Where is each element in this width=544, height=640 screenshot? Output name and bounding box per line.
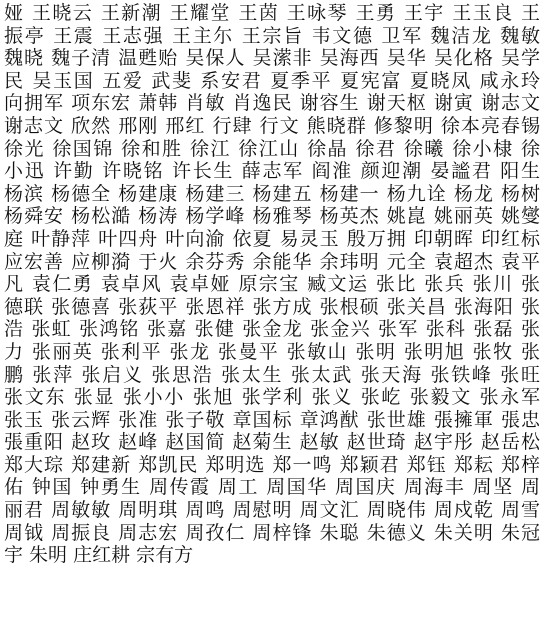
name-line: 向拥军 项东宏 萧韩 肖敏 肖逸民 谢容生 谢天枢 谢寅 谢志文 — [4, 92, 540, 115]
name-line: 力 张丽英 张利平 张龙 张曼平 张敏山 张明 张明旭 张牧 张 — [4, 340, 540, 363]
name-line: 应宏善 应柳漪 于火 余芬秀 余能华 余玮明 元全 袁超杰 袁平 — [4, 250, 540, 273]
name-line: 张文东 张显 张小小 张旭 张学利 张义 张屹 张毅文 张永军 — [4, 386, 540, 409]
name-list — [4, 2, 540, 567]
name-line: 丽君 周敏敏 周明琪 周鸣 周慰明 周文汇 周晓伟 周戍乾 周雪 — [4, 499, 540, 522]
name-line: 庭 叶静萍 叶四舟 叶向渝 依夏 易灵玉 殷万拥 印朝晖 印红标 — [4, 227, 540, 250]
name-line: 周钺 周振良 周志宏 周孜仁 周梓锋 朱聪 朱德义 朱关明 朱冠 — [4, 521, 540, 544]
name-line: 杨滨 杨德全 杨建康 杨建三 杨建五 杨建一 杨九诠 杨龙 杨树 — [4, 182, 540, 205]
name-line: 張重阳 赵玫 赵峰 赵国简 赵菊生 赵敏 赵世琦 赵宇彤 赵岳松 — [4, 431, 540, 454]
name-line: 小迅 许勤 许晓铭 许长生 薛志军 阎淮 颜迎潮 晏謐君 阳生 — [4, 160, 540, 183]
name-line: 谢志文 欣然 邢刚 邢红 行肆 行文 熊晓群 修黎明 徐本亮春锡 — [4, 114, 540, 137]
name-line: 佑 钟国 钟勇生 周传霞 周工 周国华 周国庆 周海丰 周坚 周 — [4, 476, 540, 499]
name-line: 张玉 张云辉 张准 张子敬 章国标 章鸿猷 张世雄 張擁軍 張忠 — [4, 408, 540, 431]
name-line: 宇 朱明 庄红耕 宗有方 — [4, 544, 194, 567]
name-line: 杨舜安 杨松澔 杨涛 杨学峰 杨雅琴 杨英杰 姚崑 姚丽英 姚燮 — [4, 205, 540, 228]
name-line: 德联 张德喜 张荻平 张恩祥 张方成 张根硕 张关昌 张海阳 张 — [4, 295, 540, 318]
name-line: 郑大琮 郑建新 郑凯民 郑明选 郑一鸣 郑颖君 郑钰 郑耘 郑梓 — [4, 453, 540, 476]
name-line: 凡 袁仁勇 袁卓风 袁卓娅 原宗宝 臧文运 张比 张兵 张川 张 — [4, 273, 540, 296]
name-line: 徐光 徐国锦 徐和胜 徐江 徐江山 徐晶 徐君 徐曦 徐小棣 徐 — [4, 137, 540, 160]
name-line: 浩 张虹 张鸿铭 张嘉 张健 张金龙 张金兴 张军 张科 张磊 张 — [4, 318, 540, 341]
name-line: 振亭 王震 王志强 王主尓 王宗旨 韦文德 卫军 魏洁龙 魏敏 — [4, 24, 540, 47]
name-line: 魏晓 魏子清 温甦贻 吴保人 吴潆非 吴海西 吴华 吴化格 吴学 — [4, 47, 540, 70]
name-line: 鹏 张萍 张启义 张思浩 张太生 张太武 张天海 张铁峰 张旺 — [4, 363, 540, 386]
name-line: 娅 王晓云 王新潮 王耀堂 王茵 王咏琴 王勇 王宇 王玉良 王 — [4, 2, 540, 24]
name-line: 民 吴玉国 五爱 武斐 系安君 夏季平 夏宪富 夏晓凤 咸永玲 — [4, 69, 540, 92]
